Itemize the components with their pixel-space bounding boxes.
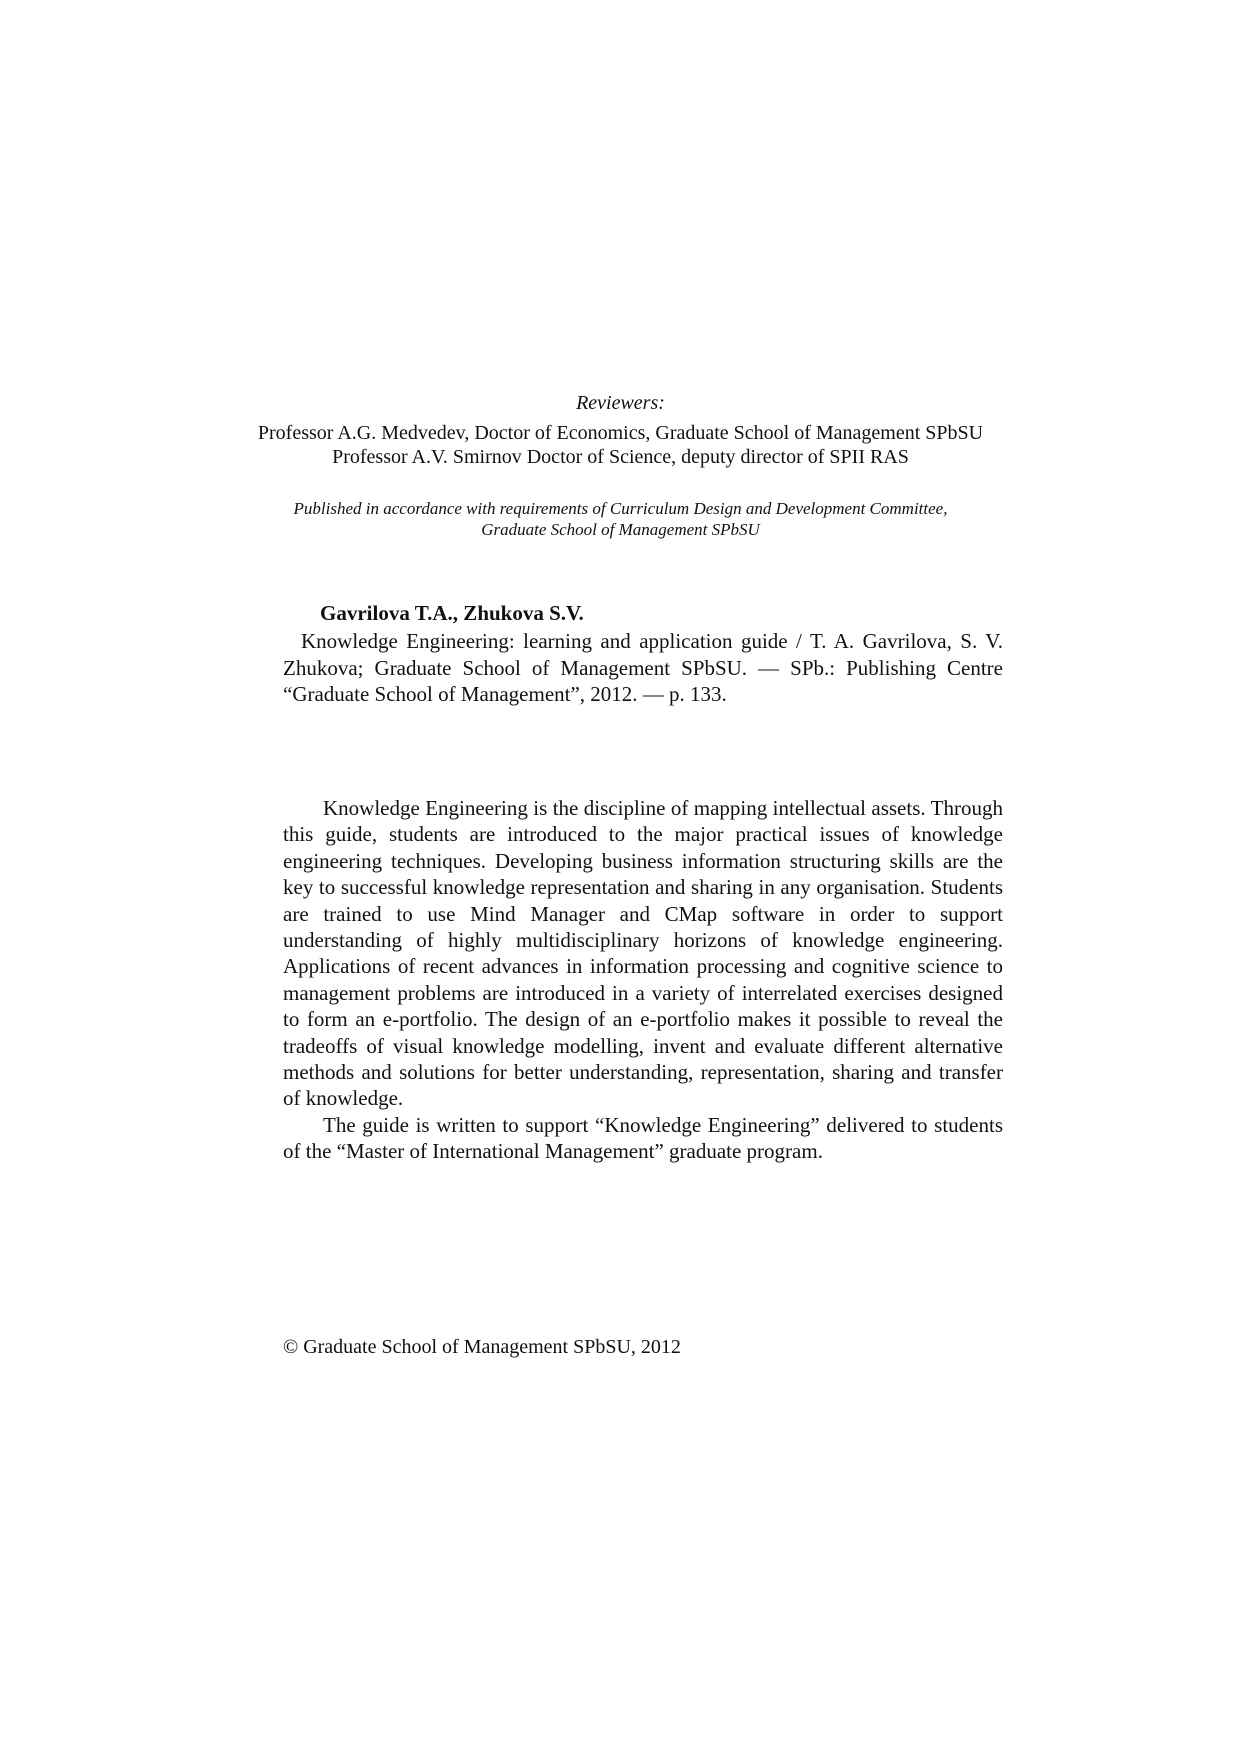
publication-note-line: Published in accordance with requirements of Curriculum Design and Development Committee, <box>293 499 948 518</box>
bibliographic-citation: Knowledge Engineering: learning and application guide / T. A. Gavrilova, S. V. Zhukova; Graduate School of Management SPbSU. — SPb.: Publishing Centre “Graduate School of Management”, 2012. — p. 133. <box>283 629 1003 706</box>
reviewers-heading: Reviewers: <box>576 392 665 414</box>
authors: Gavrilova T.A., Zhukova S.V. <box>320 601 584 625</box>
publication-note-line: Graduate School of Management SPbSU <box>481 520 760 539</box>
abstract <box>283 795 1003 1165</box>
reviewer-line: Professor A.V. Smirnov Doctor of Science, deputy director of SPII RAS <box>332 446 909 468</box>
reviewer-line: Professor A.G. Medvedev, Doctor of Economics, Graduate School of Management SPbSU <box>257 422 984 444</box>
copyright-notice: © Graduate School of Management SPbSU, 2012 <box>283 1336 681 1358</box>
abstract-paragraph: Knowledge Engineering is the discipline of mapping intellectual assets. Through this guide, students are introduced to the major practical issues of knowledge engineering techniques. Developing business information structuring skills are the key to successful knowledge representation and sharing in any organisation. Students are trained to use Mind Manager and CMap software in order to support understanding of highly multidisciplinary horizons of knowledge engineering. Applications of recent advances in information processing and cognitive science to management problems are introduced in a variety of interrelated exercises designed to form an e-portfolio. The design of an e-portfolio makes it possible to reveal the tradeoffs of visual knowledge modelling, invent and evaluate different alternative methods and solutions for better understanding, representation, sharing and transfer of knowledge. <box>283 796 1003 1111</box>
abstract-paragraph: The guide is written to support “Knowledge Engineering” delivered to students of the “Master of International Management” graduate program. <box>283 1112 1003 1164</box>
publication-note <box>0 498 1241 540</box>
